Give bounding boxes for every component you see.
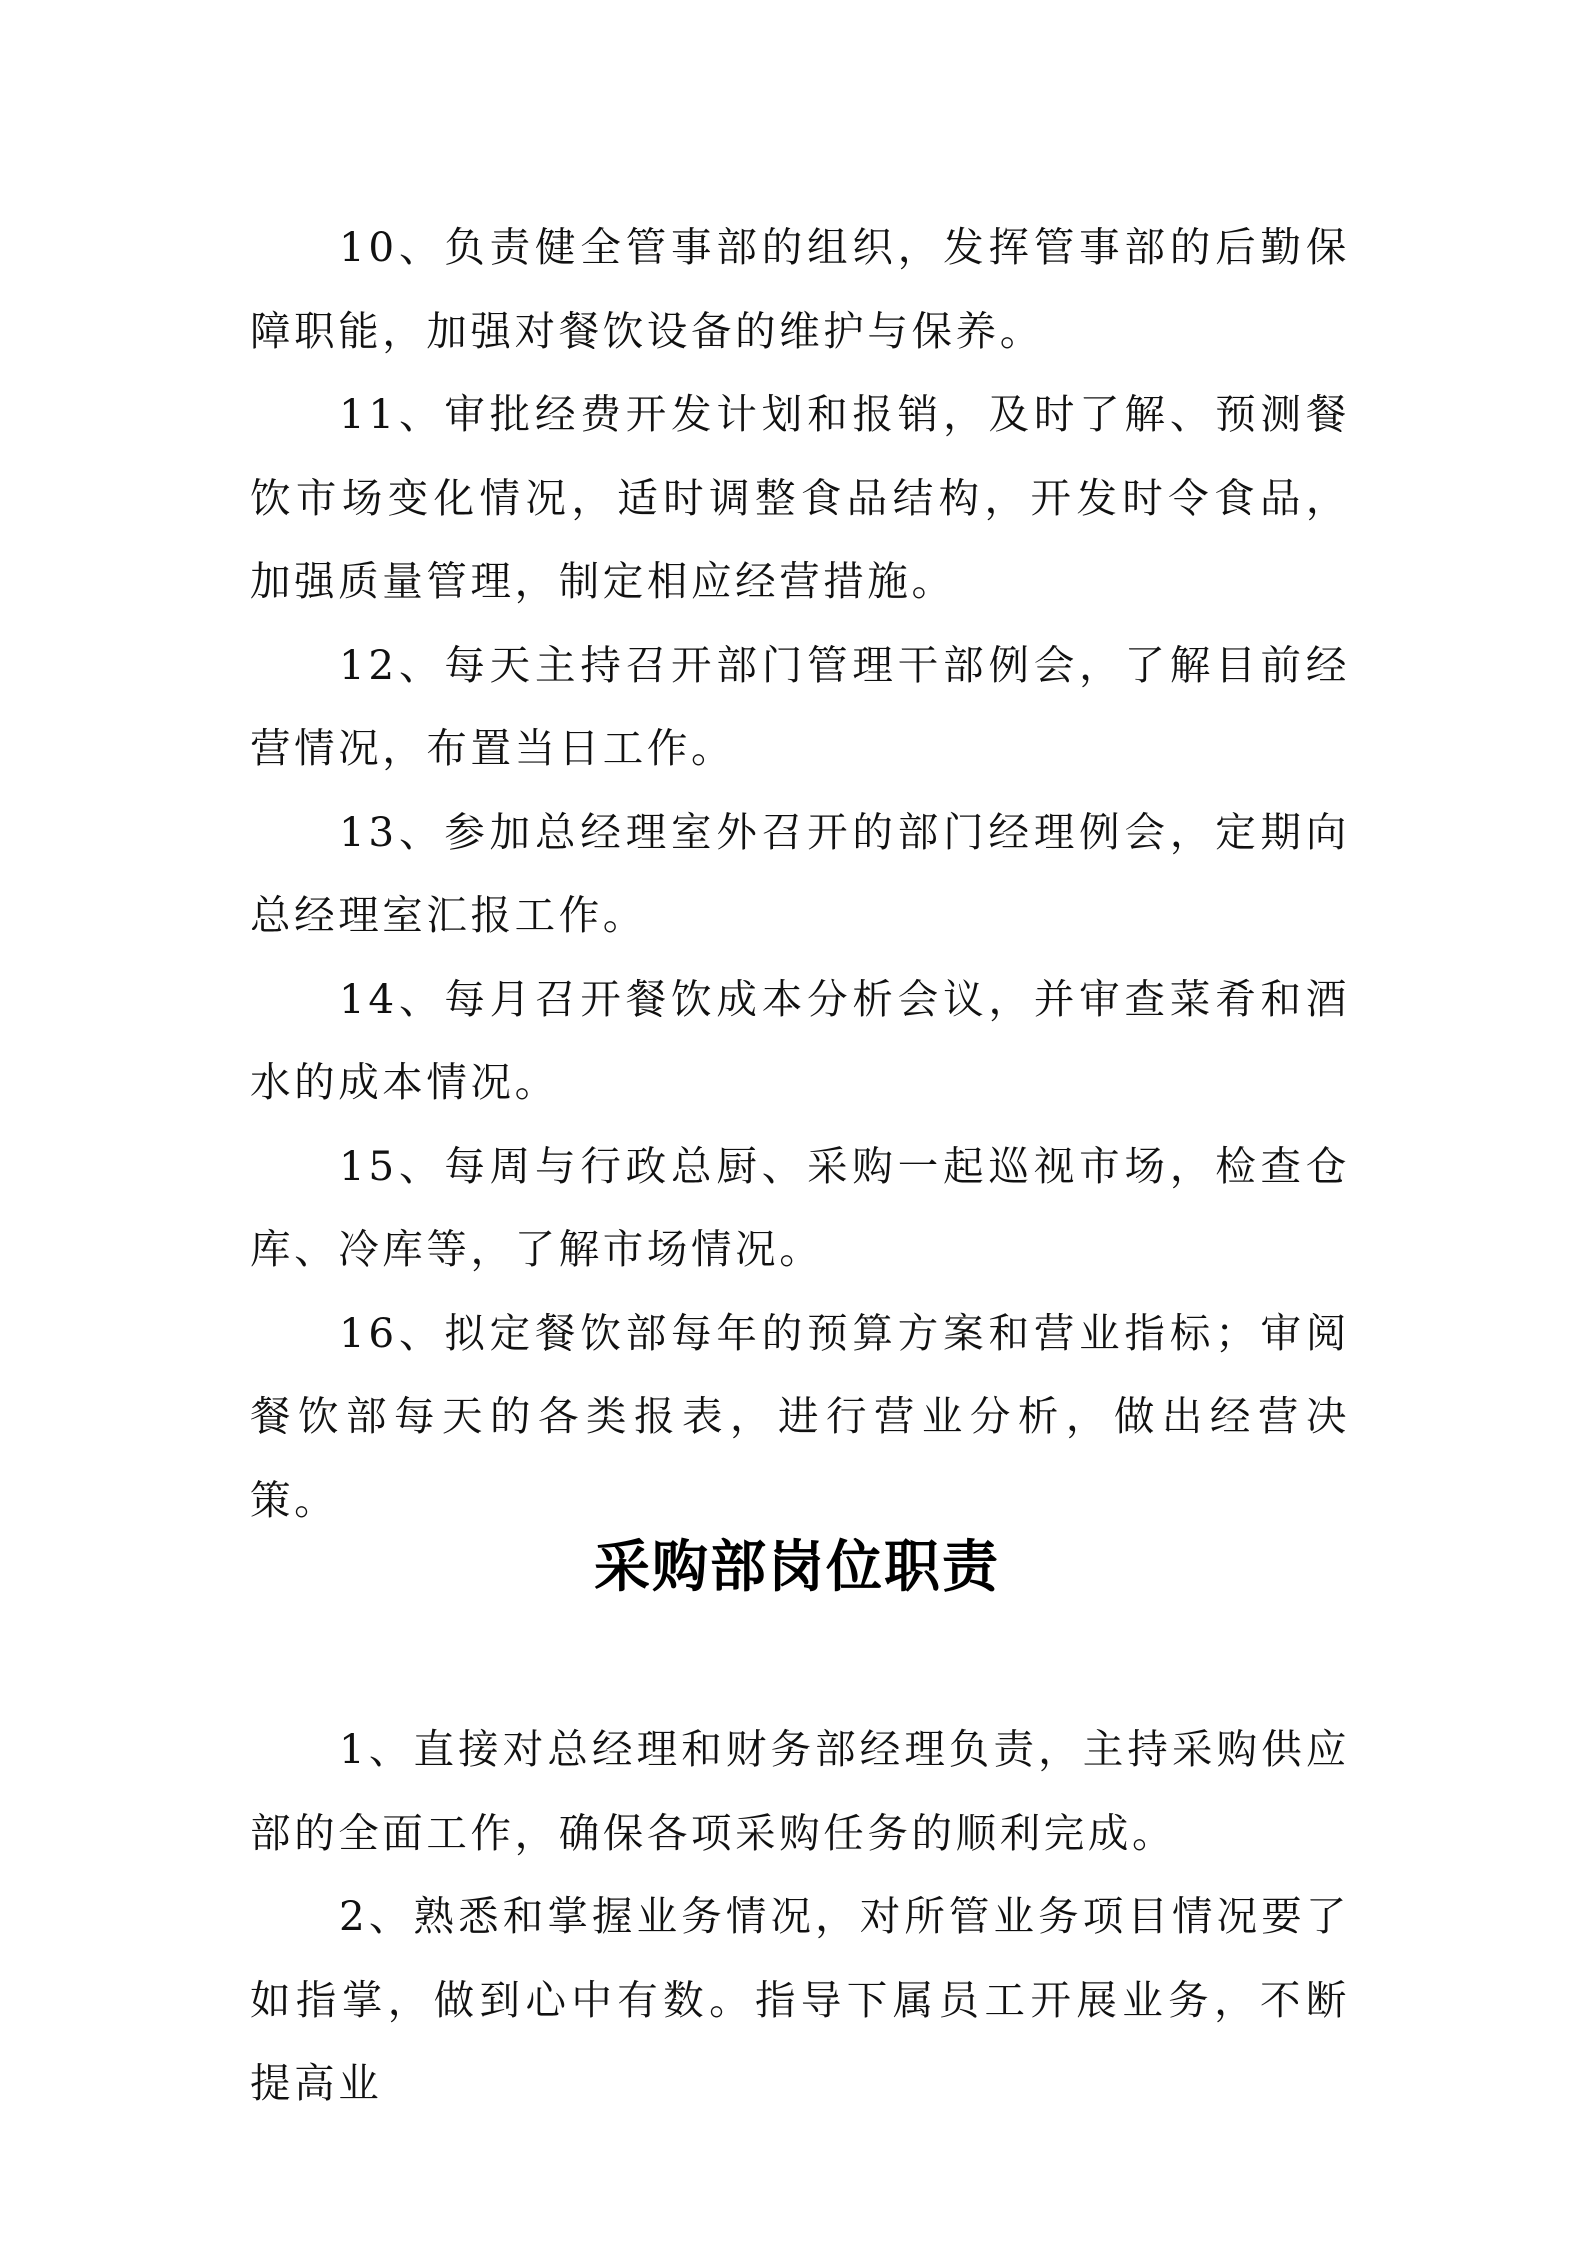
duty-item-15: 15、每周与行政总厨、采购一起巡视市场，检查仓库、冷库等，了解市场情况。 bbox=[250, 1141, 1350, 1273]
duty-item-10: 10、负责健全管事部的组织，发挥管事部的后勤保障职能，加强对餐饮设备的维护与保养。 bbox=[250, 223, 1350, 355]
purchasing-duty-item-1: 1、直接对总经理和财务部经理负责，主持采购供应部的全面工作，确保各项采购任务的顺利完成。 bbox=[250, 1725, 1350, 1857]
duty-item-16: 16、拟定餐饮部每年的预算方案和营业指标；审阅餐饮部每天的各类报表，进行营业分析，做出经营决策。 bbox=[250, 1308, 1350, 1524]
purchasing-duties-list bbox=[250, 1708, 1350, 2126]
duties-list-continued bbox=[250, 206, 1350, 1542]
duty-item-11: 11、审批经费开发计划和报销，及时了解、预测餐饮市场变化情况，适时调整食品结构，开发时令食品，加强质量管理，制定相应经营措施。 bbox=[250, 390, 1350, 605]
duty-item-12: 12、每天主持召开部门管理干部例会，了解目前经营情况，布置当日工作。 bbox=[250, 640, 1350, 772]
section-title: 采购部岗位职责 bbox=[594, 1535, 1000, 1600]
purchasing-duty-item-2: 2、熟悉和掌握业务情况，对所管业务项目情况要了如指掌，做到心中有数。指导下属员工开展业务，不断提高业 bbox=[250, 1892, 1350, 2107]
duty-item-13: 13、参加总经理室外召开的部门经理例会，定期向总经理室汇报工作。 bbox=[250, 807, 1350, 939]
duty-item-14: 14、每月召开餐饮成本分析会议，并审查菜肴和酒水的成本情况。 bbox=[250, 974, 1350, 1106]
